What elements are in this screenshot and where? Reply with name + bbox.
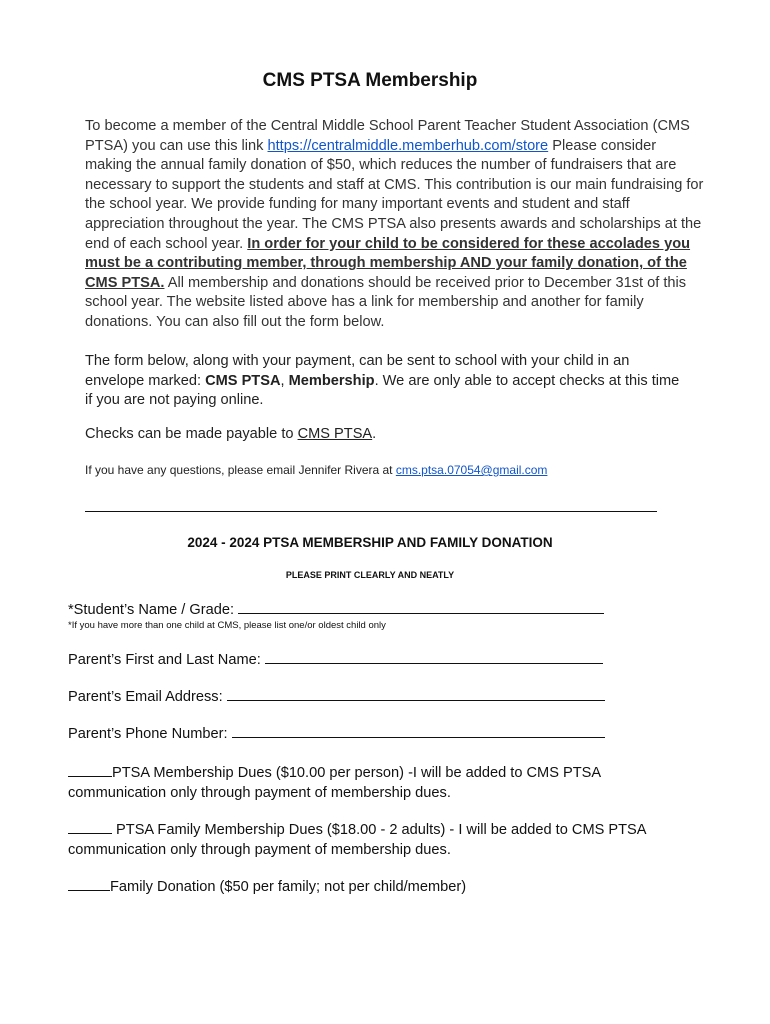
intro-text-3: All membership and donations should be received prior to December 31st of this school year. The website listed above has a link for membership and another for family donations. You can also fill out the form below. xyxy=(85,274,687,330)
checks-payee: CMS PTSA xyxy=(297,426,373,442)
parent-phone-label: Parent’s Phone Number: xyxy=(68,726,228,742)
family-donation-text: Family Donation ($50 per family; not per child/member) xyxy=(110,879,467,895)
divider xyxy=(85,511,657,512)
parent-phone-field xyxy=(68,725,605,742)
parent-phone-input[interactable] xyxy=(232,725,605,738)
questions-paragraph xyxy=(85,463,547,477)
family-donation-blank[interactable] xyxy=(68,878,110,891)
membership-dues-blank[interactable] xyxy=(68,764,112,777)
contact-email-link[interactable]: cms.ptsa.07054@gmail.com xyxy=(395,463,548,477)
membership-store-link[interactable]: https://centralmiddle.memberhub.com/store xyxy=(267,137,549,154)
membership-dues-text: PTSA Membership Dues ($10.00 per person) -I will be added to CMS PTSA communication only through payment of membership dues. xyxy=(68,765,601,801)
family-donation-option xyxy=(68,878,698,898)
membership-dues-option xyxy=(68,764,698,803)
parent-email-label: Parent’s Email Address: xyxy=(68,689,223,705)
envelope-label-membership: Membership xyxy=(288,372,375,389)
checks-paragraph xyxy=(85,426,376,442)
page-title: CMS PTSA Membership xyxy=(262,70,478,91)
student-name-label: *Student’s Name / Grade: xyxy=(68,602,235,618)
intro-text-2: Please consider making the annual family donation of $50, which reduces the number of fundraisers that are necessary to support the students and staff at CMS. This contribution is our main fundraising for the school year. We provide funding for many important events and student and staff appreciation throughout the year. The CMS PTSA also presents awards and scholarships at the end of each school year. xyxy=(85,137,704,252)
envelope-text: The form below, along with your payment, can be sent to school with your child in an envelope marked: xyxy=(85,353,630,389)
envelope-label-ptsa: CMS PTSA xyxy=(205,372,281,389)
envelope-separator: , xyxy=(280,372,289,389)
parent-name-label: Parent’s First and Last Name: xyxy=(68,652,261,668)
intro-text: To become a member of the Central Middle School Parent Teacher Student Association (CMS PTSA) you can use this link xyxy=(85,118,690,154)
student-name-field xyxy=(68,601,604,618)
parent-email-input[interactable] xyxy=(227,688,605,701)
student-name-input[interactable] xyxy=(238,601,604,614)
accolades-emphasis: In order for your child to be considered for these accolades you must be a contributing member, through membership AND your family donation, of the CMS PTSA. xyxy=(85,235,691,291)
checks-text: Checks can be made payable to xyxy=(85,426,298,442)
form-title: 2024 - 2024 PTSA MEMBERSHIP AND FAMILY DONATION xyxy=(187,535,553,550)
parent-email-field xyxy=(68,688,605,705)
envelope-paragraph xyxy=(85,352,685,411)
envelope-text-2: . We are only able to accept checks at this time if you are not paying online. xyxy=(85,372,680,409)
checks-suffix: . xyxy=(372,426,377,442)
form-subtitle: PLEASE PRINT CLEARLY AND NEATLY xyxy=(285,570,455,580)
family-membership-option xyxy=(68,821,698,860)
family-membership-blank[interactable] xyxy=(68,821,112,834)
questions-text: If you have any questions, please email Jennifer Rivera at xyxy=(85,463,396,477)
student-note: *If you have more than one child at CMS, please list one/or oldest child only xyxy=(68,620,386,631)
parent-name-input[interactable] xyxy=(265,651,603,664)
family-membership-text: PTSA Family Membership Dues ($18.00 - 2 adults) - I will be added to CMS PTSA communication only through payment of membership dues. xyxy=(68,822,646,858)
intro-paragraph xyxy=(85,117,705,333)
parent-name-field xyxy=(68,651,603,668)
